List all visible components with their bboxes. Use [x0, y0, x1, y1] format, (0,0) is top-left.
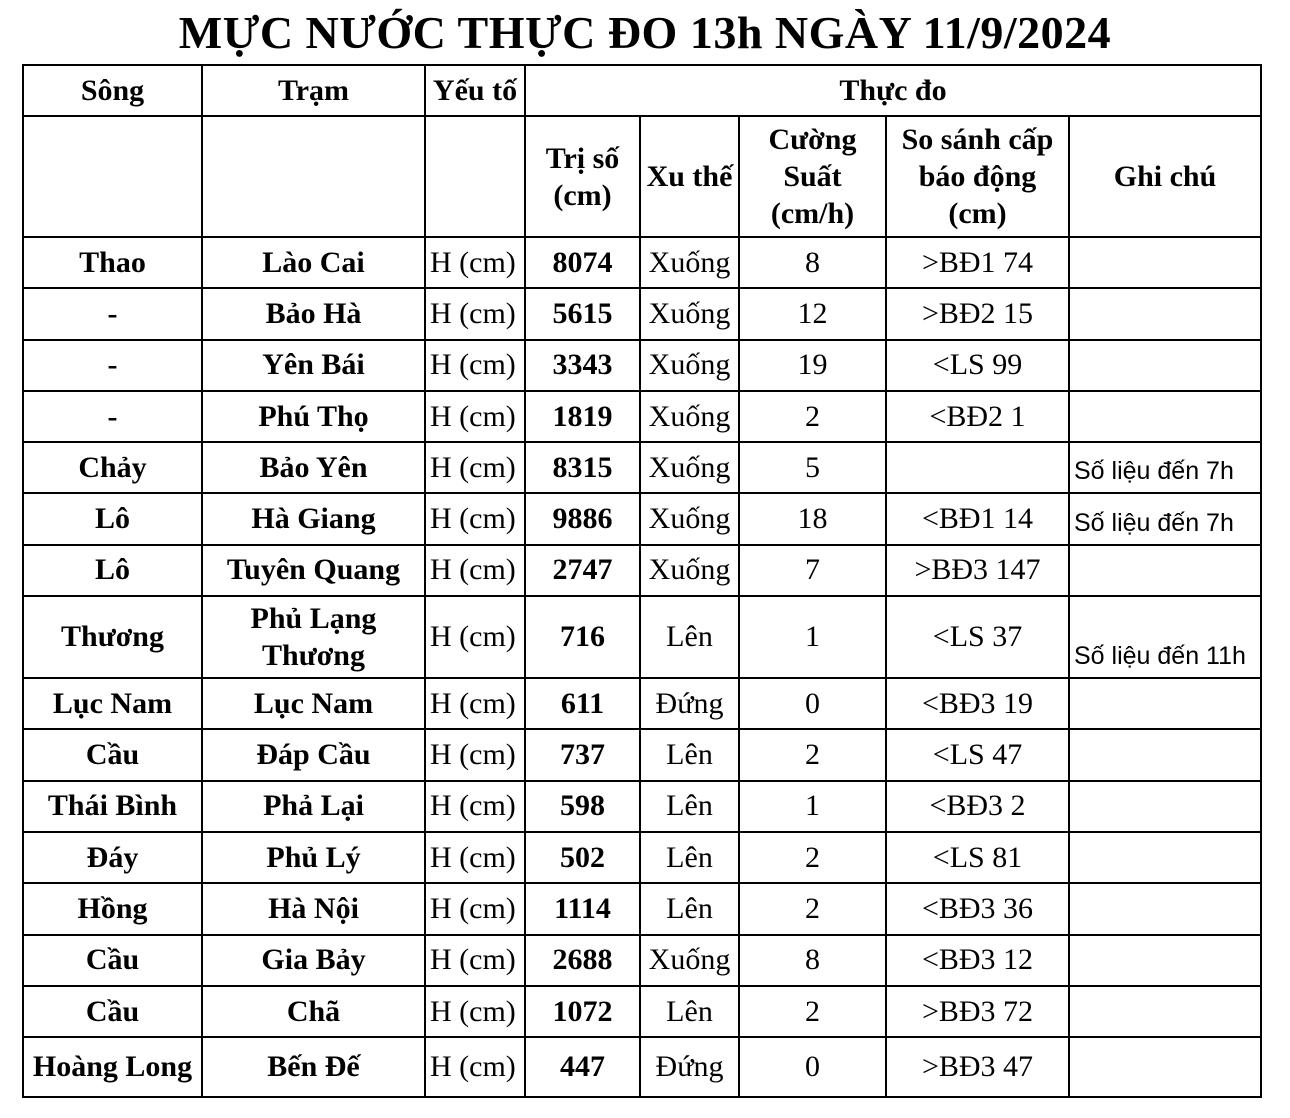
- cell-value: 1819: [525, 391, 640, 442]
- header-note: Ghi chú: [1069, 116, 1261, 237]
- cell-alarm: <LS 81: [886, 832, 1069, 883]
- cell-trend: Xuống: [640, 935, 739, 986]
- cell-rate: 1: [739, 596, 886, 678]
- table-row: [23, 545, 1261, 596]
- cell-river: Đáy: [23, 832, 202, 883]
- header-row-1: [23, 65, 1261, 116]
- cell-factor: H (cm): [425, 935, 525, 986]
- cell-note: Số liệu đến 11h: [1069, 596, 1261, 678]
- cell-note: [1069, 391, 1261, 442]
- table-row: [23, 442, 1261, 493]
- cell-station: Chã: [202, 986, 425, 1037]
- cell-factor: H (cm): [425, 237, 525, 288]
- cell-factor: H (cm): [425, 986, 525, 1037]
- cell-river: Hoàng Long: [23, 1037, 202, 1097]
- cell-alarm: <LS 37: [886, 596, 1069, 678]
- cell-alarm: <LS 99: [886, 340, 1069, 391]
- table-row: [23, 493, 1261, 544]
- table-row: [23, 237, 1261, 288]
- table-row: [23, 596, 1261, 678]
- header-empty-factor: [425, 116, 525, 237]
- cell-trend: Xuống: [640, 545, 739, 596]
- cell-value: 611: [525, 678, 640, 729]
- page-title: MỰC NƯỚC THỰC ĐO 13h NGÀY 11/9/2024: [178, 7, 1112, 58]
- cell-value: 9886: [525, 493, 640, 544]
- cell-station: Hà Nội: [202, 883, 425, 934]
- cell-rate: 12: [739, 288, 886, 339]
- water-level-table: [22, 64, 1262, 1098]
- cell-factor: H (cm): [425, 832, 525, 883]
- table-body: [23, 237, 1261, 1097]
- cell-alarm: [886, 442, 1069, 493]
- cell-river: Lô: [23, 545, 202, 596]
- cell-river: Cầu: [23, 935, 202, 986]
- header-empty-station: [202, 116, 425, 237]
- cell-trend: Đứng: [640, 678, 739, 729]
- cell-value: 3343: [525, 340, 640, 391]
- cell-rate: 18: [739, 493, 886, 544]
- cell-alarm: >BĐ3 47: [886, 1037, 1069, 1097]
- cell-trend: Xuống: [640, 237, 739, 288]
- cell-river: Thao: [23, 237, 202, 288]
- cell-note: [1069, 883, 1261, 934]
- cell-factor: H (cm): [425, 442, 525, 493]
- header-intensity: Cường Suất (cm/h): [739, 116, 886, 237]
- cell-rate: 2: [739, 832, 886, 883]
- cell-station: Lào Cai: [202, 237, 425, 288]
- cell-river: -: [23, 391, 202, 442]
- cell-factor: H (cm): [425, 545, 525, 596]
- cell-alarm: <BĐ3 19: [886, 678, 1069, 729]
- cell-station: Lục Nam: [202, 678, 425, 729]
- cell-note: [1069, 781, 1261, 832]
- cell-river: Thái Bình: [23, 781, 202, 832]
- table-row: [23, 391, 1261, 442]
- cell-trend: Lên: [640, 781, 739, 832]
- table-row: [23, 288, 1261, 339]
- cell-trend: Xuống: [640, 391, 739, 442]
- cell-river: Cầu: [23, 986, 202, 1037]
- cell-value: 2688: [525, 935, 640, 986]
- header-river: Sông: [23, 65, 202, 116]
- cell-alarm: <BĐ3 36: [886, 883, 1069, 934]
- cell-factor: H (cm): [425, 1037, 525, 1097]
- cell-station: Phủ Lạng Thương: [202, 596, 425, 678]
- cell-value: 2747: [525, 545, 640, 596]
- cell-alarm: >BĐ3 147: [886, 545, 1069, 596]
- cell-value: 1114: [525, 883, 640, 934]
- cell-note: Số liệu đến 7h: [1069, 493, 1261, 544]
- cell-value: 598: [525, 781, 640, 832]
- cell-river: Lục Nam: [23, 678, 202, 729]
- header-trend: Xu thế: [640, 116, 739, 237]
- cell-station: Tuyên Quang: [202, 545, 425, 596]
- cell-note: [1069, 729, 1261, 780]
- cell-river: Lô: [23, 493, 202, 544]
- cell-station: Bảo Hà: [202, 288, 425, 339]
- cell-factor: H (cm): [425, 493, 525, 544]
- cell-station: Yên Bái: [202, 340, 425, 391]
- cell-trend: Xuống: [640, 288, 739, 339]
- cell-value: 8315: [525, 442, 640, 493]
- cell-rate: 0: [739, 678, 886, 729]
- cell-alarm: >BĐ3 72: [886, 986, 1069, 1037]
- cell-rate: 2: [739, 729, 886, 780]
- cell-rate: 1: [739, 781, 886, 832]
- cell-station: Phú Thọ: [202, 391, 425, 442]
- cell-note: [1069, 340, 1261, 391]
- table-row: [23, 986, 1261, 1037]
- cell-trend: Lên: [640, 883, 739, 934]
- cell-alarm: >BĐ1 74: [886, 237, 1069, 288]
- cell-factor: H (cm): [425, 678, 525, 729]
- cell-trend: Xuống: [640, 340, 739, 391]
- cell-alarm: <BĐ3 12: [886, 935, 1069, 986]
- cell-river: Chảy: [23, 442, 202, 493]
- table-row: [23, 832, 1261, 883]
- cell-river: Cầu: [23, 729, 202, 780]
- header-empty-river: [23, 116, 202, 237]
- cell-alarm: <BĐ3 2: [886, 781, 1069, 832]
- cell-value: 8074: [525, 237, 640, 288]
- cell-rate: 0: [739, 1037, 886, 1097]
- cell-rate: 8: [739, 935, 886, 986]
- table-row: [23, 781, 1261, 832]
- cell-value: 5615: [525, 288, 640, 339]
- cell-note: [1069, 832, 1261, 883]
- cell-alarm: >BĐ2 15: [886, 288, 1069, 339]
- cell-note: [1069, 678, 1261, 729]
- cell-value: 447: [525, 1037, 640, 1097]
- cell-note: [1069, 288, 1261, 339]
- cell-rate: 5: [739, 442, 886, 493]
- cell-station: Hà Giang: [202, 493, 425, 544]
- cell-trend: Lên: [640, 832, 739, 883]
- cell-river: Thương: [23, 596, 202, 678]
- header-value: Trị số (cm): [525, 116, 640, 237]
- cell-note: Số liệu đến 7h: [1069, 442, 1261, 493]
- cell-note: [1069, 1037, 1261, 1097]
- cell-value: 737: [525, 729, 640, 780]
- cell-factor: H (cm): [425, 596, 525, 678]
- cell-alarm: <BĐ1 14: [886, 493, 1069, 544]
- cell-rate: 2: [739, 391, 886, 442]
- cell-trend: Xuống: [640, 493, 739, 544]
- cell-factor: H (cm): [425, 781, 525, 832]
- cell-rate: 7: [739, 545, 886, 596]
- cell-station: Phả Lại: [202, 781, 425, 832]
- header-row-2: [23, 116, 1261, 237]
- cell-rate: 2: [739, 986, 886, 1037]
- cell-factor: H (cm): [425, 729, 525, 780]
- cell-note: [1069, 545, 1261, 596]
- cell-factor: H (cm): [425, 340, 525, 391]
- cell-alarm: <BĐ2 1: [886, 391, 1069, 442]
- cell-rate: 2: [739, 883, 886, 934]
- cell-trend: Đứng: [640, 1037, 739, 1097]
- cell-rate: 19: [739, 340, 886, 391]
- cell-note: [1069, 986, 1261, 1037]
- cell-station: Bến Đế: [202, 1037, 425, 1097]
- cell-trend: Lên: [640, 986, 739, 1037]
- table-row: [23, 729, 1261, 780]
- cell-rate: 8: [739, 237, 886, 288]
- cell-trend: Lên: [640, 729, 739, 780]
- header-alarm: So sánh cấp báo động (cm): [886, 116, 1069, 237]
- cell-trend: Lên: [640, 596, 739, 678]
- cell-river: -: [23, 340, 202, 391]
- cell-station: Phủ Lý: [202, 832, 425, 883]
- table-row: [23, 678, 1261, 729]
- table-row: [23, 340, 1261, 391]
- cell-station: Gia Bảy: [202, 935, 425, 986]
- cell-factor: H (cm): [425, 391, 525, 442]
- table-row: [23, 1037, 1261, 1097]
- cell-value: 1072: [525, 986, 640, 1037]
- header-station: Trạm: [202, 65, 425, 116]
- table-row: [23, 883, 1261, 934]
- cell-alarm: <LS 47: [886, 729, 1069, 780]
- cell-factor: H (cm): [425, 883, 525, 934]
- cell-trend: Xuống: [640, 442, 739, 493]
- cell-station: Bảo Yên: [202, 442, 425, 493]
- cell-value: 716: [525, 596, 640, 678]
- header-measured: Thực đo: [525, 65, 1261, 116]
- header-factor: Yếu tố: [425, 65, 525, 116]
- cell-factor: H (cm): [425, 288, 525, 339]
- cell-value: 502: [525, 832, 640, 883]
- cell-station: Đáp Cầu: [202, 729, 425, 780]
- cell-note: [1069, 237, 1261, 288]
- cell-note: [1069, 935, 1261, 986]
- table-row: [23, 935, 1261, 986]
- cell-river: Hồng: [23, 883, 202, 934]
- cell-river: -: [23, 288, 202, 339]
